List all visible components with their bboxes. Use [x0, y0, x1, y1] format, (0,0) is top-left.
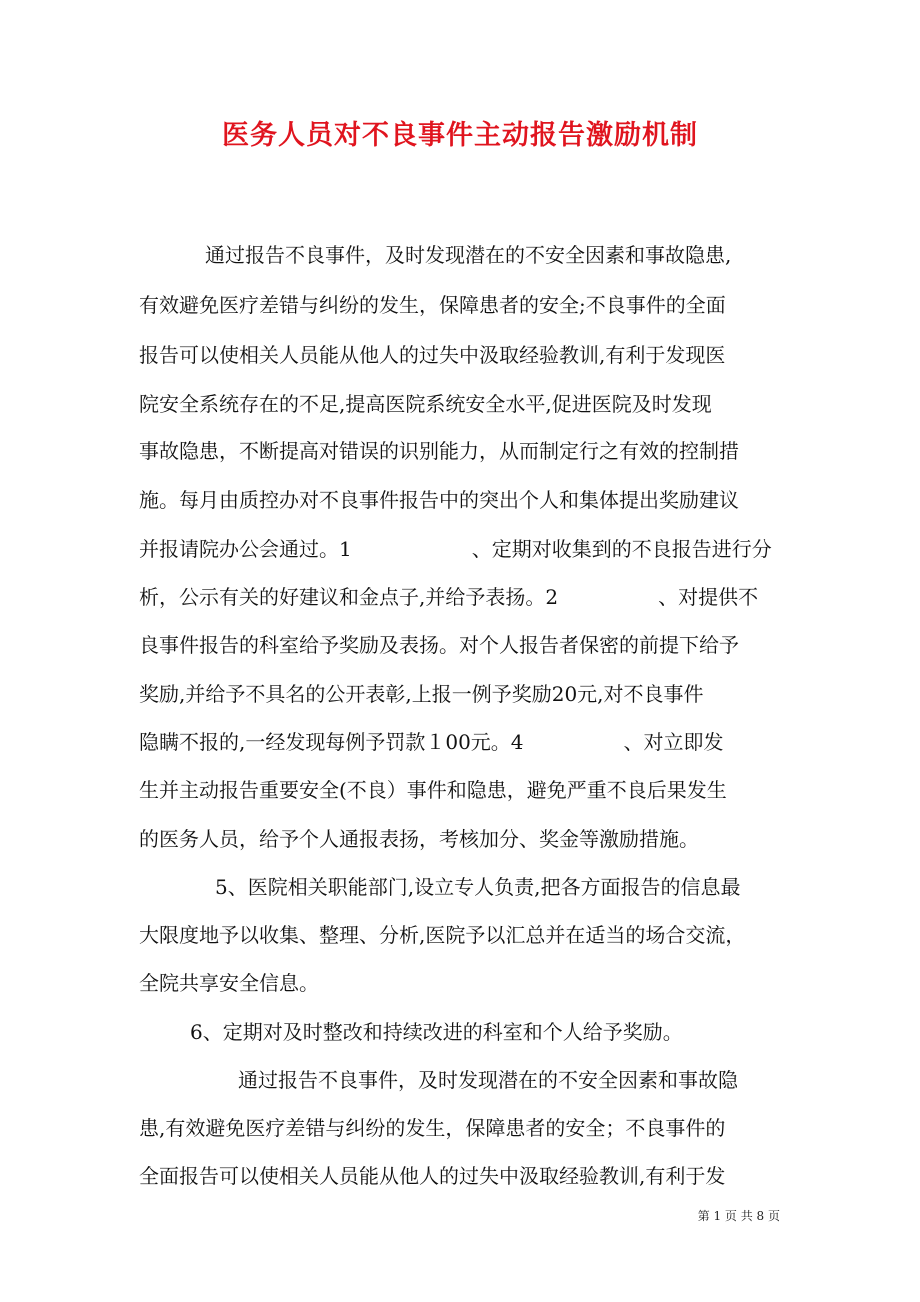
body-line-9: 良事件报告的科室给予奖励及表扬。对个人报告者保密的前提下给予: [139, 633, 739, 657]
body-line-10: 奖励,并给予不具名的公开表彰,上报一例予奖励20元,对不良事件: [139, 682, 704, 706]
body-line-17: 6、定期对及时整改和持续改进的科室和个人给予奖励。: [190, 1020, 683, 1044]
body-line-15: 大限度地予以收集、整理、分析,医院予以汇总并在适当的场合交流，: [139, 923, 746, 947]
body-line-14: 5、医院相关职能部门,设立专人负责,把各方面报告的信息最: [215, 875, 741, 899]
page-number-footer: 第 1 页 共 8 页: [697, 1209, 780, 1223]
body-line-8: 析，公示有关的好建议和金点子,并给予表扬。2 、对提供不: [139, 585, 759, 609]
body-line-11: 隐瞒不报的,一经发现每例予罚款１00元。4 、对立即发: [139, 730, 724, 754]
body-line-6: 施。每月由质控办对不良事件报告中的突出个人和集体提出奖励建议: [139, 488, 739, 512]
body-line-19: 患,有效避免医疗差错与纠纷的发生，保障患者的安全；不良事件的: [139, 1116, 726, 1140]
body-line-20: 全面报告可以使相关人员能从他人的过失中汲取经验教训,有利于发: [139, 1164, 726, 1188]
body-line-5: 事故隐患，不断提高对错误的识别能力，从而制定行之有效的控制措: [139, 439, 739, 463]
body-line-3: 报告可以使相关人员能从他人的过失中汲取经验教训,有利于发现医: [139, 343, 726, 367]
body-line-18: 通过报告不良事件，及时发现潜在的不安全因素和事故隐: [238, 1068, 738, 1092]
body-line-2: 有效避免医疗差错与纠纷的发生，保障患者的安全;不良事件的全面: [139, 293, 726, 317]
body-line-12: 生并主动报告重要安全(不良）事件和隐患，避免严重不良后果发生: [139, 778, 727, 802]
body-line-1: 通过报告不良事件，及时发现潜在的不安全因素和事故隐患,: [205, 243, 732, 267]
body-line-16: 全院共享安全信息。: [139, 971, 319, 995]
body-line-7: 并报请院办公会通过。1 、定期对收集到的不良报告进行分: [139, 537, 772, 561]
body-line-13: 的医务人员，给予个人通报表扬，考核加分、奖金等激励措施。: [139, 827, 699, 851]
document-title: 医务人员对不良事件主动报告激励机制: [222, 120, 698, 151]
body-line-4: 院安全系统存在的不足,提高医院系统安全水平,促进医院及时发现: [139, 392, 712, 416]
